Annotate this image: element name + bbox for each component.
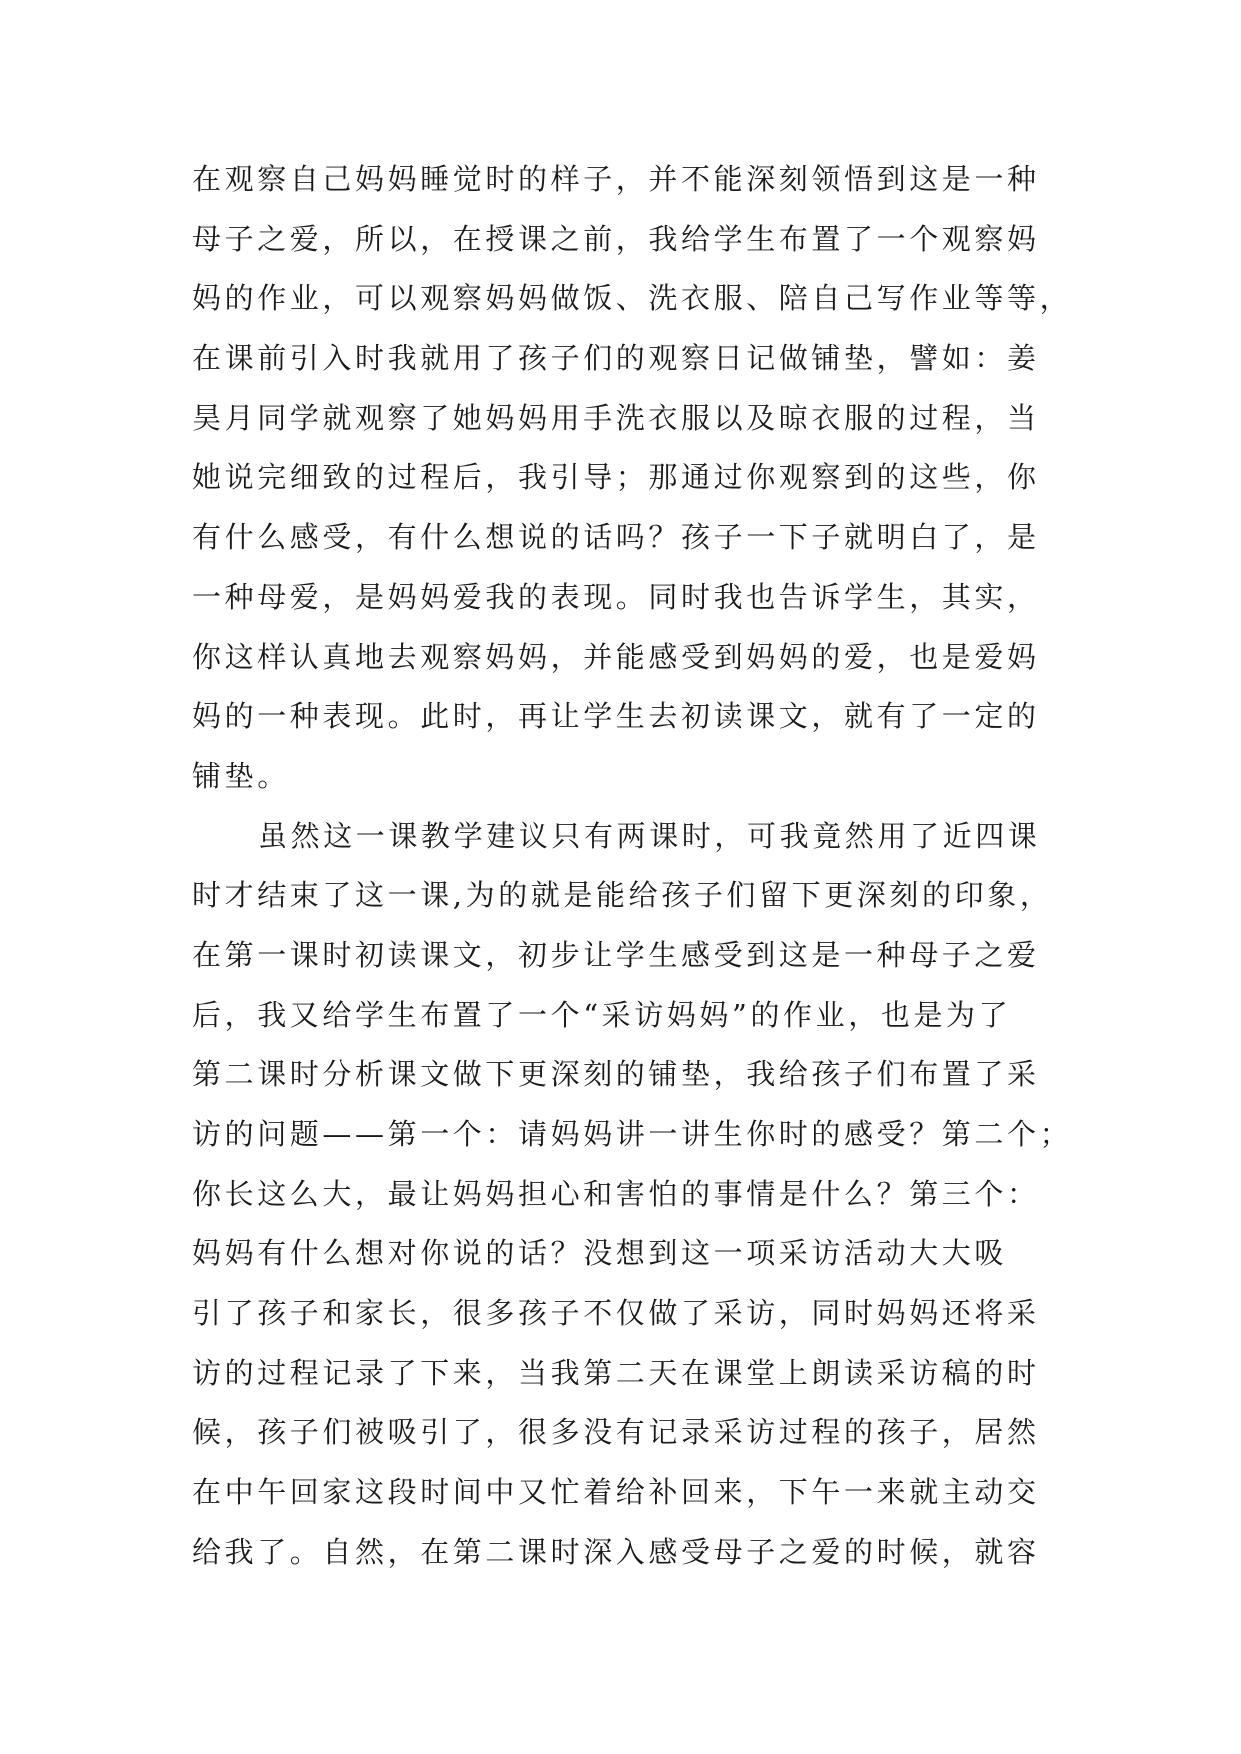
- paragraph-line: 在观察自己妈妈睡觉时的样子，并不能深刻领悟到这是一种: [192, 162, 1040, 196]
- paragraph-line: 候，孩子们被吸引了，很多没有记录采访过程的孩子，居然: [192, 1415, 1040, 1450]
- paragraph-line: 你长这么大，最让妈妈担心和害怕的事情是什么？第三个：: [192, 1176, 1040, 1211]
- paragraph-line: 虽然这一课教学建议只有两课时，可我竟然用了近四课: [258, 818, 1041, 853]
- paragraph-line: 给我了。自然，在第二课时深入感受母子之爱的时候，就容: [192, 1534, 1040, 1569]
- paragraph-line: 第二课时分析课文做下更深刻的铺垫，我给孩子们布置了采: [192, 1057, 1040, 1092]
- paragraph-line: 访的问题——第一个：请妈妈讲一讲生你时的感受？第二个；: [192, 1117, 1073, 1151]
- paragraph-line: 访的过程记录了下来，当我第二天在课堂上朗读采访稿的时: [192, 1355, 1040, 1390]
- paragraph-line: 妈的一种表现。此时，再让学生去初读课文，就有了一定的: [192, 699, 1040, 734]
- paragraph-line: 一种母爱，是妈妈爱我的表现。同时我也告诉学生，其实，: [192, 579, 1040, 614]
- paragraph-line: 时才结束了这一课,为的就是能给孩子们留下更深刻的印象，: [192, 878, 1053, 913]
- paragraph-line: 她说完细致的过程后，我引导；那通过你观察到的这些，你: [192, 460, 1040, 495]
- paragraph-line: 妈的作业，可以观察妈妈做饭、洗衣服、陪自己写作业等等，: [192, 281, 1073, 316]
- paragraph-line: 你这样认真地去观察妈妈，并能感受到妈妈的爱，也是爱妈: [192, 639, 1040, 674]
- paragraph-line: 在第一课时初读课文，初步让学生感受到这是一种母子之爱: [192, 937, 1040, 972]
- paragraph-line: 后，我又给学生布置了一个“采访妈妈”的作业，也是为了: [192, 997, 1012, 1032]
- document-body: [192, 159, 1073, 1592]
- paragraph-line: 引了孩子和家长，很多孩子不仅做了采访，同时妈妈还将采: [192, 1296, 1040, 1331]
- paragraph-1: [192, 159, 1073, 816]
- paragraph-line: 有什么感受，有什么想说的话吗？孩子一下子就明白了，是: [192, 520, 1040, 555]
- paragraph-line: 昊月同学就观察了她妈妈用手洗衣服以及晾衣服的过程，当: [192, 400, 1040, 435]
- paragraph-line: 在中午回家这段时间中又忙着给补回来，下午一来就主动交: [192, 1475, 1040, 1510]
- paragraph-line: 妈妈有什么想对你说的话？没想到这一项采访活动大大吸: [192, 1236, 1008, 1271]
- paragraph-2: [192, 816, 1073, 1592]
- paragraph-line: 在课前引入时我就用了孩子们的观察日记做铺垫，譬如：姜: [192, 341, 1040, 376]
- paragraph-line: 铺垫。: [192, 758, 290, 793]
- paragraph-line: 母子之爱，所以，在授课之前，我给学生布置了一个观察妈: [192, 221, 1040, 256]
